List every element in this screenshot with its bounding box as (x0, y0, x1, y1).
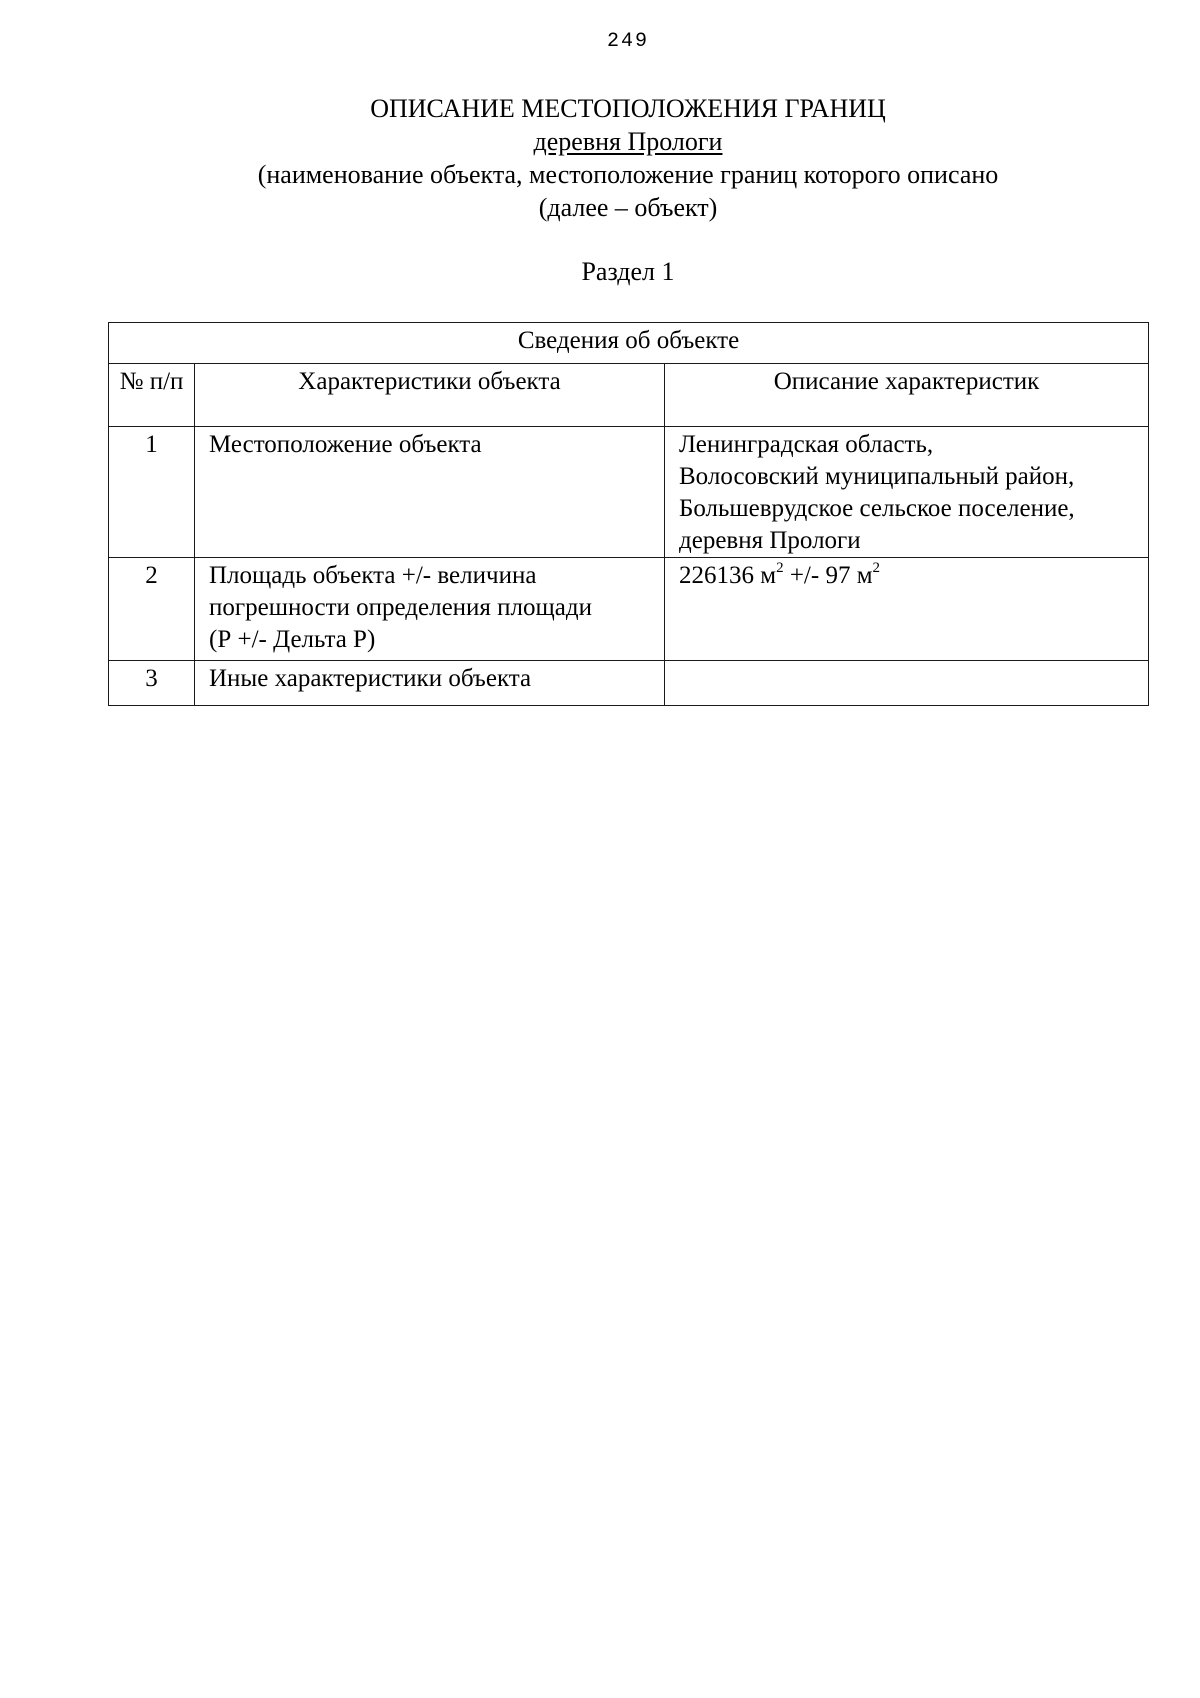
characteristic-line: Местоположение объекта (209, 431, 482, 458)
description-line: Большеврудское сельское поселение, (679, 495, 1075, 522)
object-name: деревня Прологи (533, 127, 723, 156)
table-caption-row (109, 323, 1149, 364)
description-line: Волосовский муниципальный район, (679, 463, 1075, 490)
table-row (109, 661, 1149, 706)
header-number: № п/п (109, 364, 195, 427)
row-number: 1 (109, 427, 195, 558)
header-characteristic: Характеристики объекта (195, 364, 665, 427)
object-info-table (108, 322, 1149, 706)
row-characteristic (195, 661, 665, 706)
document-title: ОПИСАНИЕ МЕСТОПОЛОЖЕНИЯ ГРАНИЦ (370, 94, 886, 123)
row-characteristic (195, 427, 665, 558)
object-caption-line1: (наименование объекта, местоположение границ которого описано (257, 160, 999, 189)
object-caption-line2: (далее – объект) (538, 193, 718, 222)
area-exponent: 2 (776, 559, 784, 576)
area-tolerance: +/- 97 м (783, 562, 873, 589)
table-row (109, 558, 1149, 661)
characteristic-line: Площадь объекта +/- величина (209, 562, 537, 589)
characteristic-line: (Р +/- Дельта Р) (209, 626, 376, 653)
row-description (665, 558, 1149, 661)
row-characteristic (195, 558, 665, 661)
area-number: 226136 м (679, 562, 777, 589)
row-description (665, 427, 1149, 558)
description-line: деревня Прологи (679, 527, 861, 554)
tolerance-exponent: 2 (872, 559, 881, 576)
table-caption: Сведения об объекте (109, 323, 1149, 364)
characteristic-line: погрешности определения площади (209, 594, 592, 621)
table-row (109, 427, 1149, 558)
row-number: 2 (109, 558, 195, 661)
characteristic-line: Иные характеристики объекта (209, 665, 532, 692)
page-number: 249 (606, 30, 649, 53)
description-line: Ленинградская область, (679, 431, 934, 458)
row-number: 3 (109, 661, 195, 706)
row-description (665, 661, 1149, 706)
area-value (679, 560, 1142, 592)
table-header-row (109, 364, 1149, 427)
section-title: Раздел 1 (581, 257, 675, 286)
header-description: Описание характеристик (665, 364, 1149, 427)
